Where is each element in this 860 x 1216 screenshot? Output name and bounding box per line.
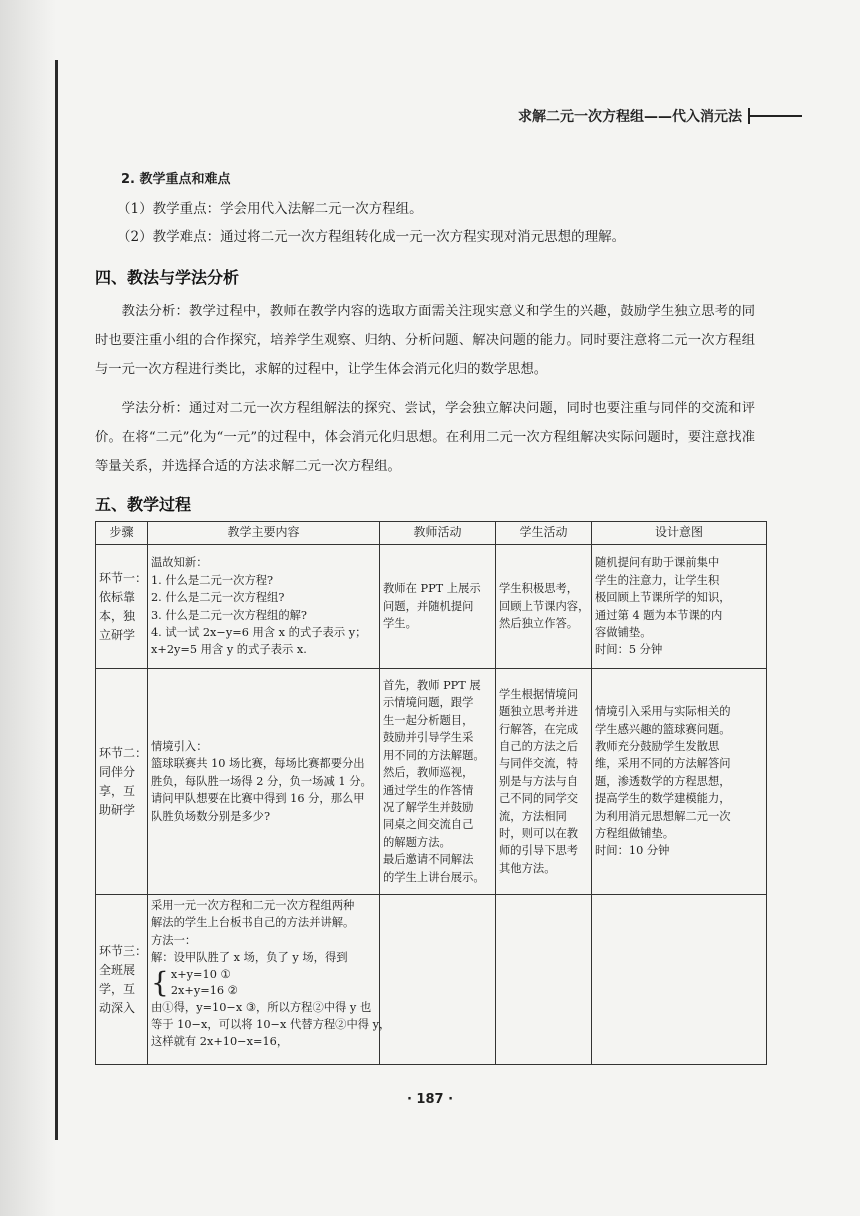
running-head-rule [750,115,802,117]
teacher-cell [380,545,496,669]
content-line: 方法一： [151,933,197,947]
student-line: 学生积极思考， [499,582,579,596]
teaching-process-table [95,521,767,1065]
student-line: 学生根据情境问 [499,687,579,701]
student-cell [496,669,592,895]
equation-2: 2x+y=16 ② [170,983,238,997]
step-line: 环节三： [99,943,148,958]
teacher-cell [380,669,496,895]
key-point: （1）教学重点：学会用代入法解二元一次方程组。 [117,201,423,217]
step-line: 同伴分 [99,764,136,779]
learning-method-paragraph: 学法分析：通过对二元一次方程组解法的探究、尝试，学会独立解决问题，同时也要注重与同伴的交流和评价。在将“二元”化为“一元”的过程中，体会消元化归思想。在利用二元一次方程组解决实际问题时，要注意找准等量关系，并选择合适的方法求解二元一次方程组。 [95,401,755,474]
student-line: 时，则可以在教 [499,827,579,841]
intent-cell [592,545,767,669]
intent-line: 学生感兴趣的篮球赛问题。 [595,722,731,736]
teacher-line: 问题，并随机提问 [383,599,474,613]
content-line: 篮球联赛共 10 场比赛，每场比赛都要分出 [151,757,365,771]
running-head [518,106,802,126]
teacher-line: 然后，教师巡视， [383,766,474,780]
content-line: 情境引入： [151,739,208,753]
teaching-method-paragraph: 教法分析：教学过程中，教师在教学内容的选取方面需关注现实意义和学生的兴趣，鼓励学生独立思考的同时也要注重小组的合作探究，培养学生观察、归纳、分析问题、解决问题的能力。同时要注意将二元一次方程组与一元一次方程进行类比，求解的过程中，让学生体会消元化归的数学思想。 [95,304,755,377]
content-line: 这样就有 2x+10−x=16， [151,1035,289,1049]
teacher-line: 通过学生的作答情 [383,783,474,797]
content-cell [148,669,380,895]
intent-line: 时间：5 分钟 [595,643,663,657]
table-row [96,669,767,895]
student-cell [496,895,592,1065]
header-content: 教学主要内容 [148,522,380,545]
teacher-line: 生一起分析题目， [383,713,474,727]
table-header-row [96,522,767,545]
student-line: 己不同的同学交 [499,792,579,806]
step-cell [96,545,148,669]
content-line: 请问甲队想要在比赛中得到 16 分，那么甲 [151,792,365,806]
intent-line: 情境引入采用与实际相关的 [595,705,731,719]
intent-line: 教师充分鼓励学生发散思 [595,739,720,753]
step-line: 环节二： [99,745,148,760]
intent-line: 时间：10 分钟 [595,844,670,858]
teacher-line: 的学生上讲台展示。 [383,870,485,884]
intent-cell [592,669,767,895]
difficult-point: （2）教学难点：通过将二元一次方程组转化成一元一次方程实现对消元思想的理解。 [117,229,626,245]
content-line: 解：设甲队胜了 x 场，负了 y 场，得到 [151,951,348,965]
header-step: 步骤 [96,522,148,545]
step-line: 本，独 [99,608,136,623]
teacher-line: 同桌之间交流自己 [383,818,474,832]
intent-line: 极回顾上节课所学的知识， [595,591,731,605]
student-line: 题独立思考并进 [499,705,579,719]
content-line: 2. 什么是二元一次方程组? [151,591,285,605]
intent-line: 容做铺垫。 [595,625,652,639]
student-cell [496,545,592,669]
header-intent: 设计意图 [592,522,767,545]
content-line: 等于 10−x，可以将 10−x 代替方程②中得 y， [151,1018,391,1032]
content-line: 3. 什么是二元一次方程组的解? [151,608,307,622]
student-line: 其他方法。 [499,861,556,875]
content-line: 由①得，y=10−x ③，所以方程②中得 y 也 [151,1000,372,1014]
equation-1: x+y=10 ① [170,967,231,981]
teacher-line: 况了解学生并鼓励 [383,800,474,814]
content-cell [148,895,391,1065]
step-line: 助研学 [99,802,136,817]
content-line: x+2y=5 用含 y 的式子表示 x. [151,643,307,657]
page-number: · 187 · [406,1092,454,1107]
step-line: 依标靠 [99,589,136,604]
header-teacher: 教师活动 [380,522,496,545]
step-cell [96,669,148,895]
content-line: 1. 什么是二元一次方程? [151,573,274,587]
binding-edge [55,60,58,1140]
student-line: 行解答，在完成 [499,722,579,736]
running-head-title: 求解二元一次方程组——代入消元法 [518,109,742,125]
student-line: 与同伴交流，特 [499,757,579,771]
content-line: 采用一元一次方程和二元一次方程组两种 [151,899,355,912]
intent-line: 为利用消元思想解二元一次 [595,809,731,823]
intent-line: 维，采用不同的方法解答问 [595,757,731,771]
step-line: 学，互 [99,981,136,996]
intent-cell [592,895,767,1065]
content-line: 温故知新： [151,556,208,570]
teacher-line: 用不同的方法解题。 [383,748,485,762]
intent-line: 题，渗透数学的方程思想， [595,774,731,788]
student-line: 然后独立作答。 [499,617,579,631]
header-student: 学生活动 [496,522,592,545]
section-2-title: 2. 教学重点和难点 [121,172,231,187]
intent-line: 通过第 4 题为本节课的内 [595,608,723,622]
table-row [96,895,767,1065]
content-line: 解法的学生上台板书自己的方法并讲解。 [151,916,355,930]
table-row [96,545,767,669]
teacher-cell [380,895,496,1065]
page-spine-shadow [0,0,56,1216]
section-5-title: 五、教学过程 [95,495,192,514]
step-line: 全班展 [99,962,136,977]
section-4-title: 四、教法与学法分析 [95,268,240,287]
student-line: 别是与方法与自 [499,774,579,788]
student-line: 自己的方法之后 [499,739,579,753]
content-line: 胜负，每队胜一场得 2 分，负一场减 1 分。 [151,774,372,788]
student-line: 流，方法相同 [499,809,567,823]
equation-lines [171,967,238,999]
teacher-line: 的解题方法。 [383,835,451,849]
teacher-line: 示情境问题，跟学 [383,696,474,710]
teacher-line: 最后邀请不同解法 [383,853,474,867]
teacher-line: 学生。 [383,617,417,631]
teacher-line: 鼓励并引导学生采 [383,731,474,745]
step-line: 动深入 [99,1000,136,1015]
content-line: 4. 试一试 2x−y=6 用含 x 的式子表示 y； [151,625,367,639]
teacher-line: 教师在 PPT 上展示 [383,582,481,596]
content-cell [148,545,380,669]
content-line: 队胜负场数分别是多少? [151,809,271,823]
student-line: 回顾上节课内容， [499,599,590,613]
teacher-line: 首先，教师 PPT 展 [383,679,481,693]
brace-symbol: { [151,965,169,999]
equation-system [151,967,376,999]
step-line: 享，互 [99,783,136,798]
intent-line: 提高学生的数学建模能力， [595,792,731,806]
intent-line: 方程组做铺垫。 [595,827,675,841]
step-line: 立研学 [99,627,136,642]
student-line: 师的引导下思考 [499,844,579,858]
step-cell [96,895,148,1065]
intent-line: 随机提问有助于课前集中 [595,556,720,570]
step-line: 环节一： [99,570,148,585]
intent-line: 学生的注意力，让学生积 [595,573,720,587]
